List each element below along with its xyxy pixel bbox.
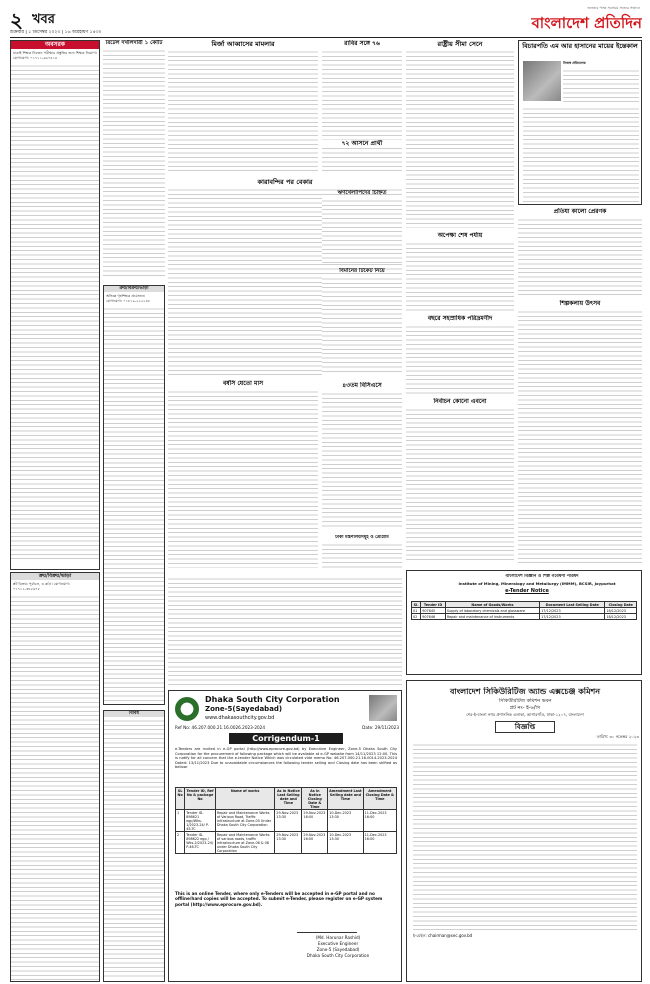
dscc-portrait [369, 695, 397, 721]
dscc-date: Date: 29/11/2023 [362, 725, 399, 730]
article-body [322, 197, 402, 263]
article-body [168, 48, 318, 173]
article-body [103, 47, 165, 277]
bsec-notice-title: বিজ্ঞপ্তি [495, 721, 555, 733]
dscc-intro: e-Tenders are invited in e-GP portal (http://www.eprocure.gov.bd) by Executive Engineer, Zone-5 Dhaka South City Corporation for the procurement of following package which will be available at e-GP website from 14/11/2023 12:00. This is notify for all concern that the e-tender Notice Which was circulated vide memo No: 46.207.000.21.16.0014.2023-2024 Dated: 13/11/2023 Due to unavoidable circumstances the following tender selling and Closing date has been shifted as bellow: [175, 747, 397, 770]
cell: Repair and maintenance of instruments [445, 614, 539, 620]
article-title: মির্জা আব্বাসের মামলার [211, 40, 275, 48]
article-title: রাবির সঙ্গে ৭৬ [344, 40, 380, 47]
article-varsity [168, 380, 318, 570]
cell: 18/12/2023 [605, 608, 637, 614]
th-works: Name of works [215, 788, 274, 810]
th-id: Tender ID [421, 602, 446, 608]
th-notice-selling: As in Notice Last Selling date and Time [275, 788, 302, 810]
article-bcs [322, 382, 402, 532]
article-column-2 [103, 40, 165, 280]
classified-text-block [11, 593, 99, 982]
dscc-signer-title: Executive Engineer [317, 941, 359, 946]
article-body [406, 406, 514, 563]
byline: নিজস্ব প্রতিবেদক [563, 61, 586, 65]
notice-bsec [406, 680, 642, 982]
article-title: নির্বাচন কোনো এবনো [433, 398, 487, 405]
bsec-org: বাংলাদেশ সিকিউরিটিজ অ্যান্ড এক্সচেঞ্জ কমিশন [449, 687, 601, 696]
bsec-body [413, 741, 637, 931]
left-classifieds-column [10, 40, 100, 570]
bsec-plot: প্লট নং- ই-৬/সি [509, 705, 541, 711]
classified-ad: প্লট বিক্রয়: পূর্বাচল, ৩ কাঠা। যোগাযোগ: ০১৭১২-৩৪৫৬৭৮ [13, 582, 70, 591]
article-title: অপেক্ষা শেষ পর্যায় [437, 232, 483, 239]
cell: Repair and Maintenance Works of various roads, traffic infrastructure at Zone-06 & 08 under Dhaka South City Corporation [215, 832, 274, 854]
th-tender: Tender ID, Ref No & package No [185, 788, 216, 810]
article-ministry [322, 535, 402, 570]
bsec-email: ই-মেইল: chairman@sec.gov.bd [413, 933, 473, 938]
dscc-org: Dhaka South City Corporation [205, 695, 340, 704]
th-notice-closing: As in Notice Closing Date & Time [302, 788, 328, 810]
cell: 29-Nov-2023 16:00 [302, 810, 328, 832]
article-obituary [518, 40, 642, 205]
classified-ad: অভিজ্ঞ গৃহশিক্ষক প্রয়োজন। যোগাযোগ: ০১৮১৯-২২২১৪৮ [106, 294, 151, 303]
table-row [412, 614, 637, 620]
article-body [322, 390, 402, 530]
article-title: ৪৩তম বিসিএসে [342, 382, 382, 389]
classified-ad: ঢাকাই শিক্ষক নিবন্ধন পরীক্ষার প্রস্তুতির জন্য শিক্ষক নিয়োগ। যোগাযোগ: ০১৭১১-৬৬৭৪১৪ [13, 51, 97, 60]
cell: 18/12/2023 [605, 614, 637, 620]
cell: 2 [176, 832, 185, 854]
masthead [10, 6, 642, 36]
column-heading: অবসরক [11, 41, 99, 49]
article-title: প্রতিযা কালো প্রেরণক [553, 208, 607, 215]
article-thousand [406, 315, 514, 395]
cell: 10-Dec-2023 13:30 [328, 810, 363, 832]
article-title: ঋণখেলাপিদের চিহ্নিত [337, 190, 387, 196]
article-biman [322, 268, 402, 378]
article-title: কারাবন্দির পর বেকার [257, 178, 313, 186]
article-middle-lower [168, 575, 402, 685]
article-body [563, 67, 639, 103]
cell: 29-Nov-2023 16:00 [302, 832, 328, 854]
article-body [518, 308, 642, 563]
article-border [406, 40, 514, 230]
page-number: ২ [10, 8, 24, 32]
cell: Tender ID-898621 egp/Wks-1/2023-24/ P-45-TC [185, 810, 216, 832]
cell: 29-Nov-2023 13:30 [275, 810, 302, 832]
cell: 1 [176, 810, 185, 832]
cell: 02 [412, 614, 421, 620]
bsec-date: তারিখ: ৩০ নভেম্বর ২০২৩ [596, 734, 639, 739]
bsec-sub: সিকিউরিটিজ কমিশন ভবন [498, 698, 552, 704]
article-mirza-abbas [168, 40, 318, 175]
article-title: রাষ্ট্রীয় সীমা সেনে [437, 40, 483, 48]
cell: 10-Dec-2023 13:30 [328, 832, 363, 854]
date-line: শুক্রবার | ১ ডিসেম্বর ২০২৩ | ১৬ অগ্রহায়ণ ১৪৩০ [10, 30, 102, 35]
article-title: বছরে সহস্রাধিক পরিদ্রমণীদ [427, 315, 493, 322]
cell: 01 [412, 608, 421, 614]
bcsir-table [411, 601, 637, 620]
cell: Tender ID-898622 egp / Wks-2/2023-24/ P-46-TC [185, 832, 216, 854]
cell: Supply of laboratory chemicals and glassware [445, 608, 539, 614]
article-body [322, 541, 402, 569]
dscc-table [175, 787, 397, 854]
article-title: রিটেল দখলিদারী ১ কোটি [105, 40, 163, 46]
dscc-website: www.dhakasouthcity.gov.bd [205, 715, 275, 721]
dscc-zone: Zone-5(Sayedabad) [205, 705, 283, 713]
article-title: বিমানের টিকেট নিয়ে [339, 268, 385, 274]
th-amend-selling: Amendment Last Selling date and Time [328, 788, 363, 810]
th-sl: SL No [176, 788, 185, 810]
article-body [322, 275, 402, 375]
cell: Repair and Maintenance Works of Various Road, Traffic Infrastructure at Zone-05 Under Dhaka South City Corporation [215, 810, 274, 832]
article-body [168, 575, 402, 685]
th-sl: Sl. [412, 602, 421, 608]
article-defaulters [322, 190, 402, 265]
th-selling: Document Last Selling Date [540, 602, 605, 608]
dscc-signer-zone: Zone-5 (Sayedabad) [316, 947, 360, 952]
cell: 11-Dec-2023 16:00 [363, 810, 396, 832]
bsec-address: শের-ই-বাংলা নগর প্রশাসনিক এলাকা, আগারগাঁও, ঢাকা-১২০৭, বাংলাদেশ [466, 712, 584, 717]
tagline: জনতার পক্ষে সবসময় সত্যের সন্ধানে [587, 6, 640, 10]
ad-box-column-2 [103, 285, 165, 705]
article-election [406, 398, 514, 565]
article-title: ৭২ আসনে প্রার্থী [322, 140, 402, 148]
bcsir-org-bn: বাংলাদেশ বিজ্ঞান ও শিল্প গবেষণা পরিষদ [505, 574, 579, 579]
table-row [176, 832, 397, 854]
th-closing: Closing Date [605, 602, 637, 608]
table-header-row [176, 788, 397, 810]
article-bijoy [518, 208, 642, 298]
article-body [518, 216, 642, 298]
dscc-logo [175, 697, 199, 721]
article-shilpakala [518, 300, 642, 565]
dscc-signature [297, 921, 361, 933]
article-wait-ends [406, 232, 514, 312]
bcsir-org-en: Institute of Mining, Mineralogy and Metallurgy (IMMM), BCSIR, Joypurhat [458, 581, 616, 586]
tender-bcsir [406, 570, 642, 675]
table-row [176, 810, 397, 832]
ad-box-text [104, 305, 164, 705]
cell: 11-Dec-2023 16:00 [363, 832, 396, 854]
brand-logo: বাংলাদেশ প্রতিদিন [531, 14, 642, 32]
cell: 907645 [421, 608, 446, 614]
dscc-ref: Ref No: 46.207.000.21.16.0026.2023-2024 [175, 725, 265, 730]
th-name: Name of Goods/Works [445, 602, 539, 608]
article-body [406, 240, 514, 312]
dscc-signer-name: (Md. Harunar Rashid) [315, 935, 361, 940]
article-body-2 [523, 105, 639, 203]
misc-box [103, 710, 165, 982]
article-title: শিল্পকলায় উৎসব [559, 300, 601, 307]
bcsir-table-wrap [411, 601, 637, 620]
misc-text [104, 717, 164, 979]
dscc-table-wrap [175, 787, 397, 854]
classified-heading: ক্রয়/বিক্রয়/ভাড়া [11, 573, 99, 580]
cell: 29-Nov-2023 13:30 [275, 832, 302, 854]
article-body [406, 323, 514, 395]
section-label: খবর [32, 12, 55, 27]
article-body [168, 388, 318, 568]
cell: 907646 [421, 614, 446, 620]
masthead-rule [10, 37, 642, 38]
bcsir-title: e-Tender Notice [505, 588, 549, 594]
cell: 17/12/2023 [540, 614, 605, 620]
dscc-signer-org: Dhaka South City Corporation [306, 953, 370, 958]
dscc-footer: This is an online Tender, where only e-Tenders will be accepted in e-GP portal and no offline/hard copies will be accepted. To submit e-Tender, please register on e-GP system portal (http://www.eprocure.gov.bd). [175, 891, 383, 907]
article-title: বর্ষসি যেতো মাস [222, 380, 264, 387]
dscc-title: Corrigendum-1 [229, 733, 343, 744]
cell: 17/12/2023 [540, 608, 605, 614]
obituary-photo [523, 61, 561, 101]
article-body [406, 48, 514, 228]
article-title: ঢাকা মন্ত্রণালয়সমূহ ও প্রোগ্রাম [335, 535, 389, 540]
article-title: বিচারপতি এম আর হাসানের মায়ের ইন্তেকাল [522, 42, 638, 50]
left-classifieds-column-2 [10, 572, 100, 982]
classified-text-block [11, 62, 99, 562]
misc-heading: বিবিধ [104, 711, 164, 717]
article-72-seats [322, 140, 402, 180]
ad-box-heading: ক্রয়/বিক্রয়/ভাড়া [104, 286, 164, 292]
tender-dscc [168, 690, 402, 982]
th-amend-closing: Amendment Closing Date & Time [363, 788, 396, 810]
